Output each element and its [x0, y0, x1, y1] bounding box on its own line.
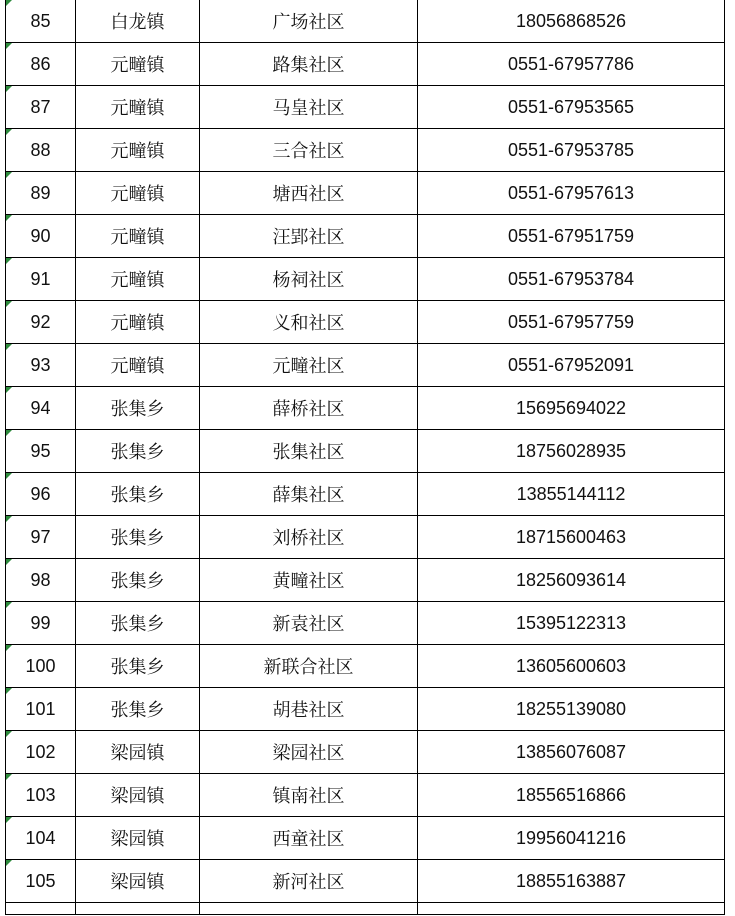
cell-phone[interactable]: 18855163887: [418, 860, 725, 903]
cell-community[interactable]: 刘桥社区: [200, 516, 418, 559]
cell-phone[interactable]: 15395122313: [418, 602, 725, 645]
cell-community[interactable]: 西童社区: [200, 817, 418, 860]
table-row: [6, 860, 725, 903]
cell-phone[interactable]: 18756028935: [418, 430, 725, 473]
cell-town[interactable]: 张集乡: [76, 430, 200, 473]
cell-phone[interactable]: 19956041216: [418, 817, 725, 860]
table-row: [6, 645, 725, 688]
table-row: [6, 731, 725, 774]
cell-phone[interactable]: 18556516866: [418, 774, 725, 817]
cell-index[interactable]: 99: [6, 602, 76, 645]
table-row: [6, 559, 725, 602]
cell-community[interactable]: 马皇社区: [200, 86, 418, 129]
cell-community[interactable]: 新河社区: [200, 860, 418, 903]
cell-town[interactable]: 元疃镇: [76, 344, 200, 387]
cell-town[interactable]: 梁园镇: [76, 774, 200, 817]
cell-phone[interactable]: 0551-67951759: [418, 215, 725, 258]
cell-phone[interactable]: 0551-67953784: [418, 258, 725, 301]
cell-town[interactable]: 元疃镇: [76, 301, 200, 344]
cell-index[interactable]: 94: [6, 387, 76, 430]
empty-cell[interactable]: [418, 903, 725, 915]
cell-index[interactable]: 86: [6, 43, 76, 86]
cell-index[interactable]: 92: [6, 301, 76, 344]
cell-community[interactable]: 义和社区: [200, 301, 418, 344]
cell-town[interactable]: 张集乡: [76, 688, 200, 731]
community-contact-table: [5, 0, 725, 915]
cell-index[interactable]: 104: [6, 817, 76, 860]
cell-community[interactable]: 广场社区: [200, 0, 418, 43]
table-row: [6, 258, 725, 301]
cell-index[interactable]: 96: [6, 473, 76, 516]
cell-index[interactable]: 101: [6, 688, 76, 731]
cell-town[interactable]: 元疃镇: [76, 172, 200, 215]
cell-town[interactable]: 张集乡: [76, 473, 200, 516]
cell-community[interactable]: 新袁社区: [200, 602, 418, 645]
table-row: [6, 387, 725, 430]
cell-community[interactable]: 元疃社区: [200, 344, 418, 387]
table-row: [6, 172, 725, 215]
table-row: [6, 473, 725, 516]
table-row: [6, 0, 725, 43]
cell-phone[interactable]: 13605600603: [418, 645, 725, 688]
cell-index[interactable]: 88: [6, 129, 76, 172]
cell-town[interactable]: 梁园镇: [76, 817, 200, 860]
cell-town[interactable]: 张集乡: [76, 602, 200, 645]
cell-phone[interactable]: 18256093614: [418, 559, 725, 602]
cell-index[interactable]: 102: [6, 731, 76, 774]
cell-phone[interactable]: 0551-67957613: [418, 172, 725, 215]
cell-phone[interactable]: 18715600463: [418, 516, 725, 559]
cell-phone[interactable]: 0551-67952091: [418, 344, 725, 387]
cell-index[interactable]: 95: [6, 430, 76, 473]
cell-community[interactable]: 汪郢社区: [200, 215, 418, 258]
table-row-partial: [6, 903, 725, 915]
cell-town[interactable]: 张集乡: [76, 516, 200, 559]
cell-index[interactable]: 87: [6, 86, 76, 129]
cell-phone[interactable]: 0551-67957759: [418, 301, 725, 344]
cell-town[interactable]: 梁园镇: [76, 860, 200, 903]
cell-community[interactable]: 新联合社区: [200, 645, 418, 688]
cell-town[interactable]: 元疃镇: [76, 43, 200, 86]
table-row: [6, 688, 725, 731]
cell-index[interactable]: 91: [6, 258, 76, 301]
table-body: [6, 0, 725, 915]
cell-community[interactable]: 梁园社区: [200, 731, 418, 774]
cell-town[interactable]: 张集乡: [76, 387, 200, 430]
cell-index[interactable]: 90: [6, 215, 76, 258]
cell-index[interactable]: 97: [6, 516, 76, 559]
table-row: [6, 817, 725, 860]
cell-town[interactable]: 元疃镇: [76, 258, 200, 301]
cell-community[interactable]: 胡巷社区: [200, 688, 418, 731]
cell-town[interactable]: 元疃镇: [76, 215, 200, 258]
cell-community[interactable]: 薛集社区: [200, 473, 418, 516]
cell-index[interactable]: 85: [6, 0, 76, 43]
cell-community[interactable]: 黄疃社区: [200, 559, 418, 602]
cell-phone[interactable]: 13856076087: [418, 731, 725, 774]
table-row: [6, 129, 725, 172]
cell-town[interactable]: 梁园镇: [76, 731, 200, 774]
cell-community[interactable]: 杨祠社区: [200, 258, 418, 301]
cell-index[interactable]: 98: [6, 559, 76, 602]
cell-phone[interactable]: 13855144112: [418, 473, 725, 516]
cell-phone[interactable]: 15695694022: [418, 387, 725, 430]
empty-cell[interactable]: [6, 903, 76, 915]
table-row: [6, 86, 725, 129]
table-row: [6, 301, 725, 344]
table-row: [6, 430, 725, 473]
cell-town[interactable]: 张集乡: [76, 559, 200, 602]
cell-town[interactable]: 元疃镇: [76, 129, 200, 172]
cell-community[interactable]: 镇南社区: [200, 774, 418, 817]
cell-index[interactable]: 93: [6, 344, 76, 387]
empty-cell[interactable]: [76, 903, 200, 915]
table-row: [6, 516, 725, 559]
table-row: [6, 215, 725, 258]
cell-index[interactable]: 89: [6, 172, 76, 215]
cell-phone[interactable]: 0551-67953565: [418, 86, 725, 129]
cell-town[interactable]: 白龙镇: [76, 0, 200, 43]
cell-phone[interactable]: 0551-67957786: [418, 43, 725, 86]
empty-cell[interactable]: [200, 903, 418, 915]
cell-index[interactable]: 103: [6, 774, 76, 817]
cell-community[interactable]: 塘西社区: [200, 172, 418, 215]
cell-community[interactable]: 薛桥社区: [200, 387, 418, 430]
cell-community[interactable]: 路集社区: [200, 43, 418, 86]
table-row: [6, 774, 725, 817]
cell-community[interactable]: 张集社区: [200, 430, 418, 473]
cell-index[interactable]: 105: [6, 860, 76, 903]
table-row: [6, 344, 725, 387]
cell-community[interactable]: 三合社区: [200, 129, 418, 172]
table-row: [6, 43, 725, 86]
cell-phone[interactable]: 18056868526: [418, 0, 725, 43]
cell-town[interactable]: 张集乡: [76, 645, 200, 688]
table-row: [6, 602, 725, 645]
cell-town[interactable]: 元疃镇: [76, 86, 200, 129]
cell-phone[interactable]: 0551-67953785: [418, 129, 725, 172]
cell-index[interactable]: 100: [6, 645, 76, 688]
cell-phone[interactable]: 18255139080: [418, 688, 725, 731]
